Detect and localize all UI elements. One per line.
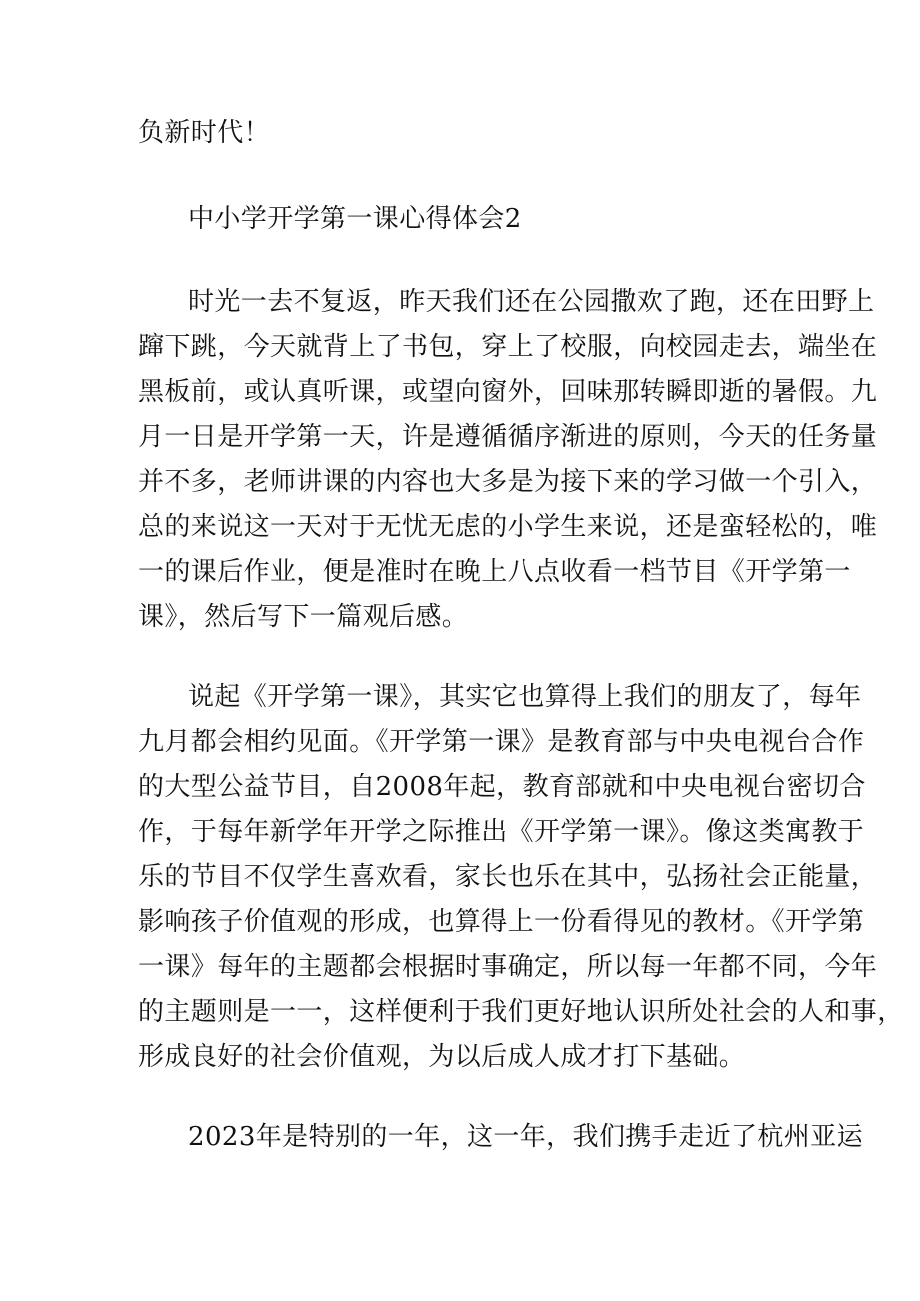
paragraph-line: 蹿下跳，今天就背上了书包，穿上了校服，向校园走去，端坐在 — [138, 332, 878, 362]
paragraph-line: 课》，然后写下一篇观后感。 — [138, 602, 469, 632]
paragraph-line: 并不多，老师讲课的内容也大多是为接下来的学习做一个引入， — [138, 467, 878, 497]
paragraph-line: 九月都会相约见面。《开学第一课》是教育部与中央电视台合作 — [138, 727, 865, 757]
paragraph-line: 的大型公益节目，自2008年起，教育部就和中央电视台密切合 — [138, 772, 866, 802]
paragraph-line: 形成良好的社会价值观，为以后成人成才打下基础。 — [138, 1042, 746, 1072]
paragraph-line: 乐的节目不仅学生喜欢看，家长也乐在其中，弘扬社会正能量， — [138, 862, 878, 892]
paragraph-line: 总的来说这一天对于无忧无虑的小学生来说，还是蛮轻松的，唯 — [138, 512, 878, 542]
paragraph-line: 2023年是特别的一年，这一年，我们携手走近了杭州亚运 — [188, 1122, 863, 1152]
paragraph-line: 说起《开学第一课》，其实它也算得上我们的朋友了，每年 — [188, 682, 862, 712]
paragraph-line: 黑板前，或认真听课，或望向窗外，回味那转瞬即逝的暑假。九 — [138, 377, 878, 407]
section-title: 中小学开学第一课心得体会2 — [188, 204, 522, 234]
paragraph-line: 作，于每年新学年开学之际推出《开学第一课》。像这类寓教于 — [138, 817, 865, 847]
paragraph-line: 一课》每年的主题都会根据时事确定，所以每一年都不同，今年 — [138, 952, 878, 982]
paragraph-line: 影响孩子价值观的形成，也算得上一份看得见的教材。《开学第 — [138, 907, 865, 937]
paragraph-line: 的主题则是一一，这样便利于我们更好地认识所处社会的人和事， — [138, 997, 904, 1027]
top-fragment-line: 负新时代！ — [138, 118, 271, 148]
paragraph-line: 时光一去不复返，昨天我们还在公园撒欢了跑，还在田野上 — [188, 287, 875, 317]
paragraph-line: 月一日是开学第一天，许是遵循循序渐进的原则，今天的任务量 — [138, 422, 878, 452]
paragraph-line: 一的课后作业，便是准时在晚上八点收看一档节目《开学第一 — [138, 557, 851, 587]
